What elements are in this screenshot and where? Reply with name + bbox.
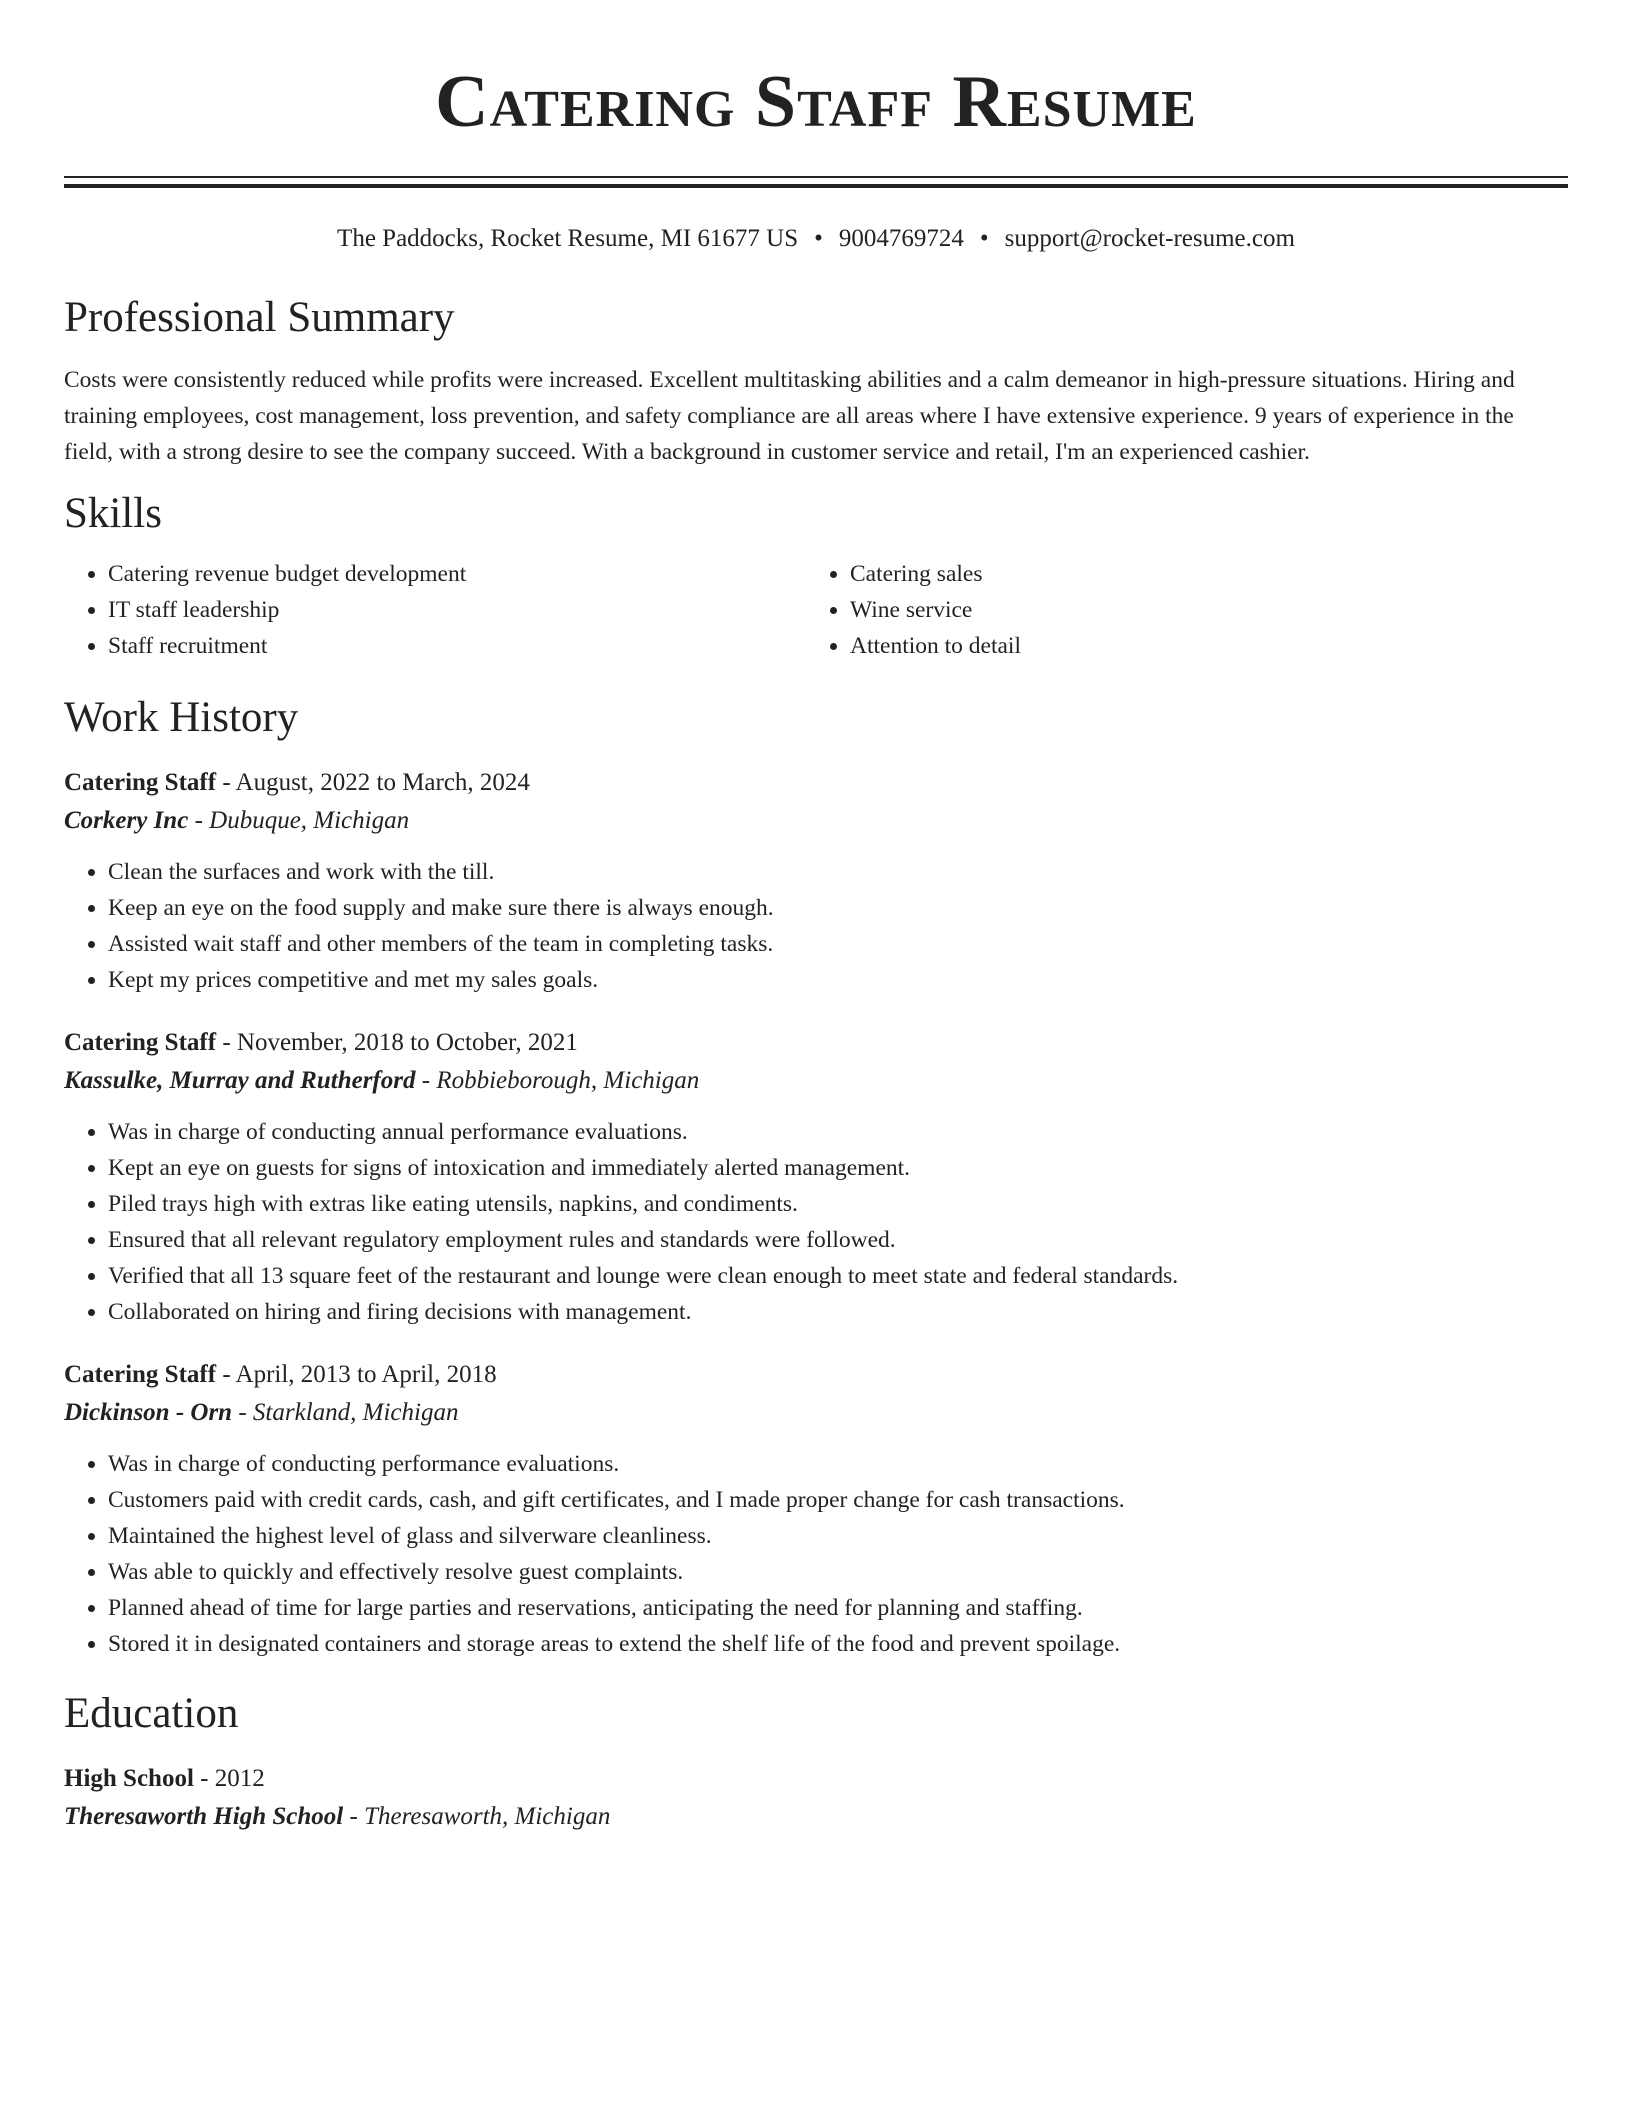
job-bullet: • Maintained the highest level of glass and silverware cleanliness. bbox=[108, 1518, 1568, 1554]
job-bullets bbox=[64, 1114, 1568, 1330]
dash: - bbox=[421, 1067, 431, 1094]
job-bullets bbox=[64, 1446, 1568, 1662]
job-bullet: • Planned ahead of time for large parties and reservations, anticipating the need for planning and staffing. bbox=[108, 1590, 1568, 1626]
contact-phone: 9004769724 bbox=[838, 225, 964, 252]
dash: - bbox=[222, 1361, 231, 1388]
job-bullet: • Collaborated on hiring and firing decisions with management. bbox=[108, 1294, 1568, 1330]
education-school: Theresaworth High School bbox=[64, 1803, 344, 1830]
job-title-line bbox=[64, 1356, 1568, 1394]
employer-location: Robbieborough, Michigan bbox=[436, 1067, 700, 1094]
skill-item: • Staff recruitment bbox=[108, 628, 806, 664]
employer-location: Dubuque, Michigan bbox=[209, 807, 410, 834]
job-entry bbox=[64, 1024, 1568, 1330]
skill-item: • Attention to detail bbox=[850, 628, 1548, 664]
job-bullet: • Customers paid with credit cards, cash, and gift certificates, and I made proper change for cash transactions. bbox=[108, 1482, 1568, 1518]
education-year: 2012 bbox=[214, 1765, 265, 1792]
dash: - bbox=[238, 1399, 247, 1426]
job-title: Catering Staff bbox=[64, 769, 217, 796]
job-bullet: • Piled trays high with extras like eating utensils, napkins, and condiments. bbox=[108, 1186, 1568, 1222]
skill-item: • Catering revenue budget development bbox=[108, 556, 806, 592]
job-bullet: • Was able to quickly and effectively resolve guest complaints. bbox=[108, 1554, 1568, 1590]
skills-column-left bbox=[64, 556, 806, 664]
skill-item: • IT staff leadership bbox=[108, 592, 806, 628]
contact-separator: • bbox=[814, 225, 823, 252]
education-entry bbox=[64, 1760, 1568, 1836]
job-bullet: • Clean the surfaces and work with the till. bbox=[108, 854, 1568, 890]
job-dates: August, 2022 to March, 2024 bbox=[235, 769, 530, 796]
summary-text: Costs were consistently reduced while profits were increased. Excellent multitasking abilities and a calm demeanor in high-pressure situations. Hiring and training employees, cost management, loss prevention, and safety compliance are all areas where I have extensive experience. 9 years of experience in the field, with a strong desire to see the company succeed. With a background in customer service and retail, I'm an experienced cashier. bbox=[64, 367, 1515, 465]
title-divider bbox=[64, 176, 1568, 188]
job-dates: April, 2013 to April, 2018 bbox=[235, 1361, 497, 1388]
skill-item: • Wine service bbox=[850, 592, 1548, 628]
education-degree-line bbox=[64, 1760, 1568, 1798]
contact-email: support@rocket-resume.com bbox=[1004, 225, 1295, 252]
dash: - bbox=[194, 807, 203, 834]
employer-location: Starkland, Michigan bbox=[252, 1399, 459, 1426]
job-bullet: • Kept my prices competitive and met my sales goals. bbox=[108, 962, 1568, 998]
education-heading: Education bbox=[64, 1690, 239, 1737]
employer-name: Kassulke, Murray and Rutherford bbox=[64, 1067, 416, 1094]
employer-name: Corkery Inc bbox=[64, 807, 189, 834]
dash: - bbox=[349, 1803, 358, 1830]
contact-address: The Paddocks, Rocket Resume, MI 61677 US bbox=[337, 225, 799, 252]
summary-heading: Professional Summary bbox=[64, 294, 455, 341]
skills-heading: Skills bbox=[64, 490, 162, 537]
job-title-line bbox=[64, 764, 1568, 802]
employer-line bbox=[64, 1394, 1568, 1432]
job-bullet: • Verified that all 13 square feet of the restaurant and lounge were clean enough to meet state and federal standards. bbox=[108, 1258, 1568, 1294]
education-location: Theresaworth, Michigan bbox=[364, 1803, 611, 1830]
job-bullet: • Keep an eye on the food supply and make sure there is always enough. bbox=[108, 890, 1568, 926]
skills-column-right bbox=[806, 556, 1548, 664]
job-bullet: • Stored it in designated containers and storage areas to extend the shelf life of the food and prevent spoilage. bbox=[108, 1626, 1568, 1662]
dash: - bbox=[200, 1765, 209, 1792]
job-dates: November, 2018 to October, 2021 bbox=[236, 1029, 578, 1056]
skills-list bbox=[64, 556, 1568, 664]
employer-line bbox=[64, 1062, 1568, 1100]
work-history-heading: Work History bbox=[64, 694, 299, 741]
job-bullet: • Assisted wait staff and other members of the team in completing tasks. bbox=[108, 926, 1568, 962]
job-bullet: • Was in charge of conducting annual performance evaluations. bbox=[108, 1114, 1568, 1150]
resume-title: Catering Staff Resume bbox=[435, 61, 1197, 143]
job-entry bbox=[64, 764, 1568, 998]
skill-item: • Catering sales bbox=[850, 556, 1548, 592]
education-school-line bbox=[64, 1798, 1568, 1836]
contact-line bbox=[64, 222, 1568, 256]
job-bullets bbox=[64, 854, 1568, 998]
job-bullet: • Ensured that all relevant regulatory employment rules and standards were followed. bbox=[108, 1222, 1568, 1258]
job-title: Catering Staff bbox=[64, 1361, 217, 1388]
employer-name: Dickinson - Orn bbox=[64, 1399, 233, 1426]
job-entry bbox=[64, 1356, 1568, 1662]
employer-line bbox=[64, 802, 1568, 840]
dash: - bbox=[222, 769, 231, 796]
job-title: Catering Staff bbox=[64, 1029, 217, 1056]
job-bullet: • Kept an eye on guests for signs of intoxication and immediately alerted management. bbox=[108, 1150, 1568, 1186]
dash: - bbox=[222, 1029, 231, 1056]
job-bullet: • Was in charge of conducting performance evaluations. bbox=[108, 1446, 1568, 1482]
contact-separator: • bbox=[979, 225, 989, 252]
education-degree: High School bbox=[64, 1765, 194, 1792]
job-title-line bbox=[64, 1024, 1568, 1062]
